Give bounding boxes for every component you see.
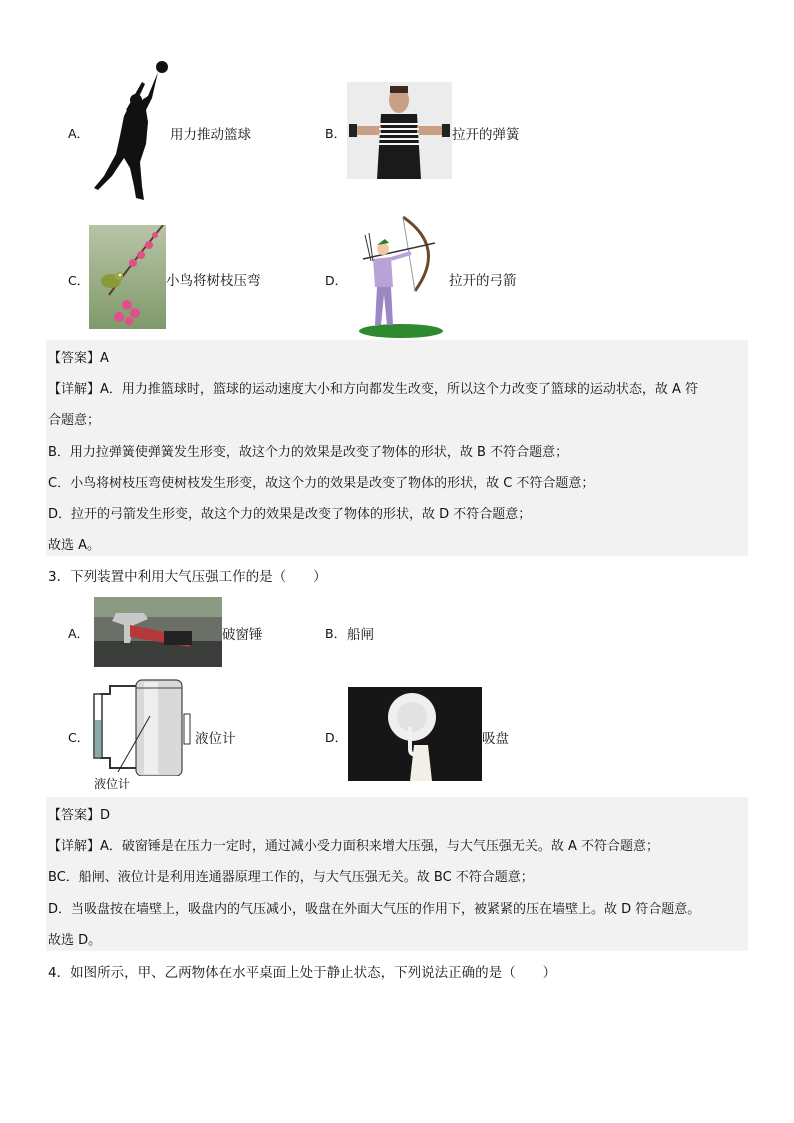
q3-option-c-text: 液位计 bbox=[195, 731, 236, 747]
q3-detail-line-4: 故选 D。 bbox=[48, 933, 102, 948]
q2-detail-line-4: C．小鸟将树枝压弯使树枝发生形变，故这个力的效果是改变了物体的形状，故 C 不符合题意； bbox=[48, 476, 595, 491]
q2-answer-line bbox=[48, 347, 109, 366]
q2-answer-block bbox=[46, 340, 748, 556]
option-d-text: 拉开的弓箭 bbox=[449, 273, 517, 289]
option-d-letter: D． bbox=[325, 273, 348, 288]
q3-answer-line bbox=[48, 804, 110, 823]
q3-option-b-letter: B． bbox=[325, 626, 347, 641]
option-a-letter: A． bbox=[68, 126, 90, 141]
option-c-text: 小鸟将树枝压弯 bbox=[166, 273, 261, 289]
q3-option-a-letter: A． bbox=[68, 626, 90, 641]
q3-option-b-text: 船闸 bbox=[347, 627, 374, 643]
window-breaker-hammer-photo-icon bbox=[94, 597, 222, 667]
q2-detail-line-2: 合题意； bbox=[48, 413, 101, 428]
q3-detail-line-1: 【详解】A．破窗锤是在压力一定时，通过减小受力面积来增大压强，与大气压强无关。故 A 不符合题意； bbox=[48, 839, 660, 854]
level-gauge-figure-label: 液位计 bbox=[94, 777, 131, 791]
boiler-level-gauge-diagram-icon bbox=[88, 676, 196, 792]
basketball-player-silhouette-icon bbox=[90, 58, 172, 204]
q3-option-c-letter: C． bbox=[68, 730, 90, 745]
option-b-letter: B． bbox=[325, 126, 347, 141]
q2-detail-line-1: 【详解】A．用力推篮球时，篮球的运动速度大小和方向都发生改变，所以这个力改变了篮球的运动状态，故 A 符 bbox=[48, 382, 699, 397]
answer-label: 【答案】 bbox=[48, 808, 101, 823]
q4-stem: 4．如图所示，甲、乙两物体在水平桌面上处于静止状态，下列说法正确的是（ ） bbox=[48, 965, 557, 981]
archer-drawing-bow-icon bbox=[355, 213, 447, 340]
q3-detail-line-3: D．当吸盘按在墙壁上，吸盘内的气压减小，吸盘在外面大气压的作用下，被紧紧的压在墙壁上。故 D 符合题意。 bbox=[48, 902, 701, 917]
q2-detail-line-5: D．拉开的弓箭发生形变，故这个力的效果是改变了物体的形状，故 D 不符合题意； bbox=[48, 507, 532, 522]
q3-detail-line-2: BC．船闸、液位计是利用连通器原理工作的，与大气压强无关。故 BC 不符合题意； bbox=[48, 870, 534, 885]
man-stretching-spring-photo-icon bbox=[347, 82, 452, 179]
q3-option-d-letter: D． bbox=[325, 730, 348, 745]
option-b-text: 拉开的弹簧 bbox=[452, 127, 520, 143]
q3-answer-block bbox=[46, 797, 748, 951]
q2-detail-line-3: B．用力拉弹簧使弹簧发生形变，故这个力的效果是改变了物体的形状，故 B 不符合题意； bbox=[48, 445, 569, 460]
q3-option-a-text: 破窗锤 bbox=[222, 627, 263, 643]
answer-label: 【答案】 bbox=[48, 351, 101, 366]
option-c-letter: C． bbox=[68, 273, 90, 288]
answer-value: A bbox=[100, 351, 109, 366]
option-a-text: 用力推动篮球 bbox=[170, 127, 251, 143]
suction-cup-hook-photo-icon bbox=[348, 687, 482, 781]
answer-value: D bbox=[100, 808, 111, 823]
q3-option-d-text: 吸盘 bbox=[482, 731, 509, 747]
bird-on-branch-photo-icon bbox=[89, 225, 166, 329]
q3-stem: 3．下列装置中利用大气压强工作的是（ ） bbox=[48, 569, 327, 585]
q2-detail-line-6: 故选 A。 bbox=[48, 538, 101, 553]
